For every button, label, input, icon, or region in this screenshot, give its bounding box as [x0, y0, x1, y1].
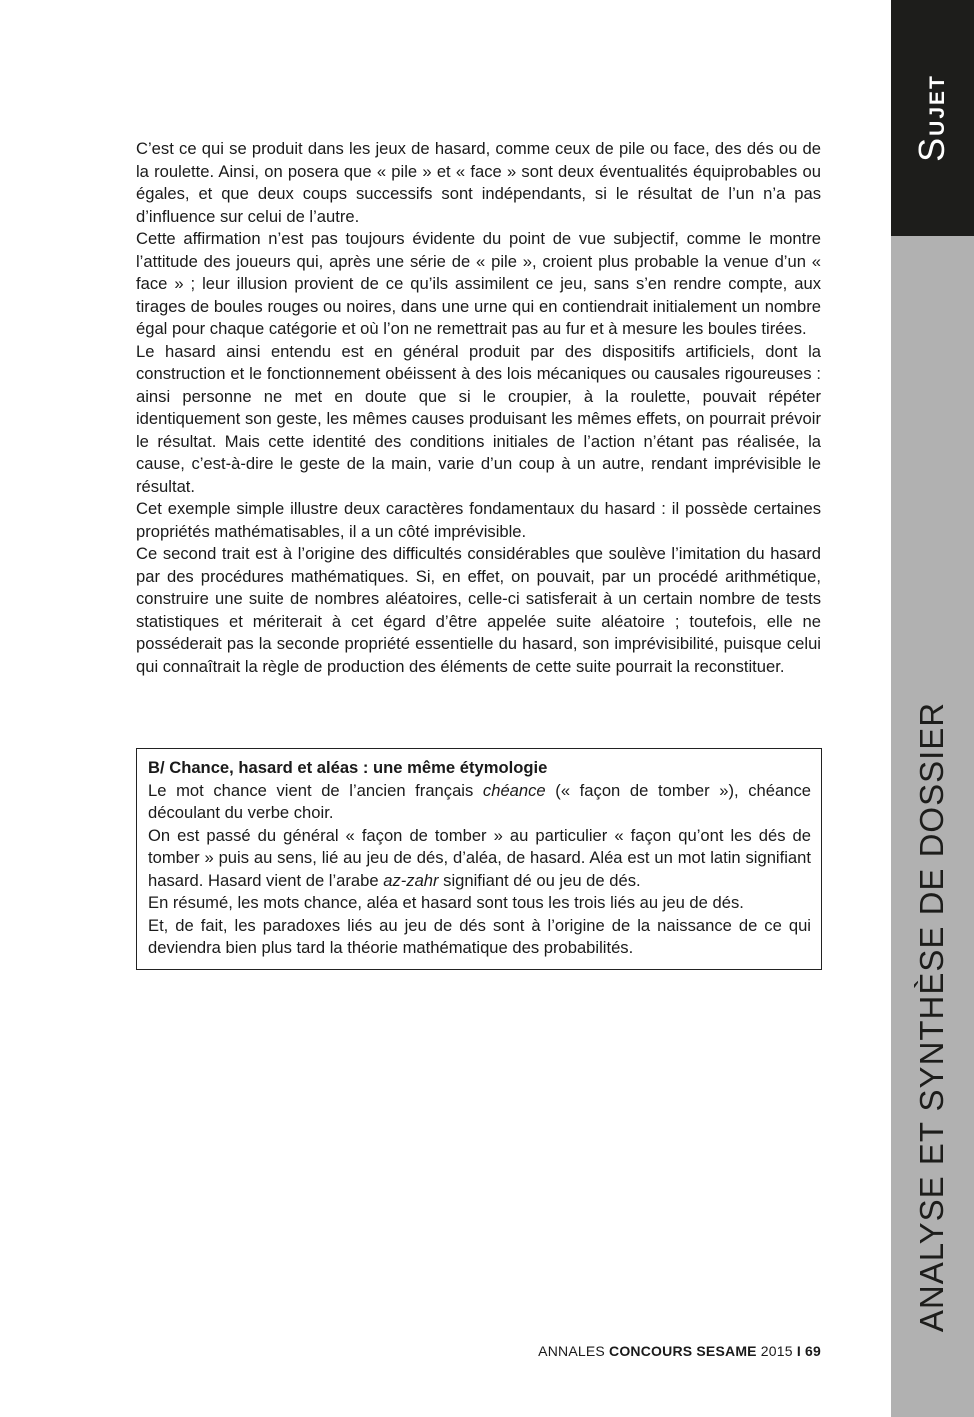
box-paragraph	[148, 825, 811, 893]
section-label	[911, 74, 953, 162]
italic-term: az-zahr	[383, 870, 439, 890]
main-text	[136, 138, 821, 678]
box-paragraph: Et, de fait, les paradoxes liés au jeu de dés sont à l’origine de la naissance de ce qui deviendra bien plus tard la théorie mathématique des probabilités.	[148, 915, 811, 957]
footer-prefix: ANNALES	[538, 1343, 610, 1359]
footer-year: 2015	[756, 1343, 797, 1359]
page-number: 69	[800, 1343, 821, 1359]
box-title: B/ Chance, hasard et aléas : une même étymologie	[148, 758, 548, 777]
paragraph: Ce second trait est à l’origine des difficultés considérables que soulève l’imitation du hasard par des procédures mathématiques. Si, en effet, on pouvait, par un procédé arithmétique, construire une suite de nombres aléatoires, celle-ci satisferait à un certain nombre de tests statistiques et mériterait à cet égard d’être appelée suite aléatoire ; toutefois, elle ne posséderait pas la seconde propriété essentielle du hasard, son imprévisibilité, puisque celui qui connaîtrait la règle de production des éléments de cette suite pourrait la reconstituer.	[136, 544, 821, 676]
footer-separator: I	[796, 1343, 801, 1359]
box-paragraph: En résumé, les mots chance, aléa et hasard sont tous les trois liés au jeu de dés.	[148, 893, 744, 912]
paragraph: Le hasard ainsi entendu est en général produit par des dispositifs artificiels, dont la construction et le fonctionnement obéissent à des lois mécaniques ou causales rigoureuses : ainsi personne ne met en doute que si le croupier, à la roulette, pouvait répéter identiquement son geste, les mêmes causes produisant les mêmes effets, on pourrait prévoir le résultat. Mais cette identité des conditions initiales de l’action n’étant pas réalisée, la cause, c’est-à-dire le geste de la main, varie d’un coup à un autre, rendant imprévisible le résultat.	[136, 341, 821, 496]
footer-brand: CONCOURS SESAME	[609, 1343, 757, 1359]
section-label-initial: S	[911, 135, 952, 162]
paragraph: C’est ce qui se produit dans les jeux de hasard, comme ceux de pile ou face, des dés ou de la roulette. Ainsi, on posera que « pile » et « face » sont deux éventualités équiprobables ou égales, et que deux coups successifs sont indépendants, si le résultat de l’un n’a pas d’influence sur celui de l’autre.	[136, 139, 821, 226]
category-label: ANALYSE ET SYNTHÈSE DE DOSSIER	[913, 701, 950, 1333]
etymology-box	[136, 748, 822, 970]
text-run: On est passé du général « façon de tomber » au particulier « façon qu’ont les dés de tomber » puis au sens, lié au jeu de dés, d’aléa, de hasard. Aléa est un mot latin signifiant hasard. Hasard vient de l’arabe	[148, 825, 811, 890]
page-footer	[538, 1343, 821, 1359]
italic-term: chéance	[482, 780, 546, 800]
text-run: signifiant dé ou jeu de dés.	[438, 870, 641, 890]
text-run: (« façon de tomber »), chéance découlant du verbe choir.	[148, 780, 811, 822]
paragraph: Cet exemple simple illustre deux caractères fondamentaux du hasard : il possède certaines propriétés mathématisables, il a un côté imprévisible.	[136, 499, 821, 541]
box-paragraph	[148, 780, 811, 825]
section-label-rest: ujet	[918, 74, 951, 136]
paragraph: Cette affirmation n’est pas toujours évidente du point de vue subjectif, comme le montre l’attitude des joueurs qui, après une série de « pile », croient plus probable la venue d’un « face » ; leur illusion provient de ce qu’ils assimilent ce jeu, sans s’en rendre compte, aux tirages de boules rouges ou noires, dans une urne qui en contiendrait initialement un nombre égal pour chaque catégorie et où l’on ne remettrait pas au fur et à mesure les boules tirées.	[136, 229, 821, 338]
text-run: Le mot chance vient de l’ancien français	[148, 780, 483, 800]
